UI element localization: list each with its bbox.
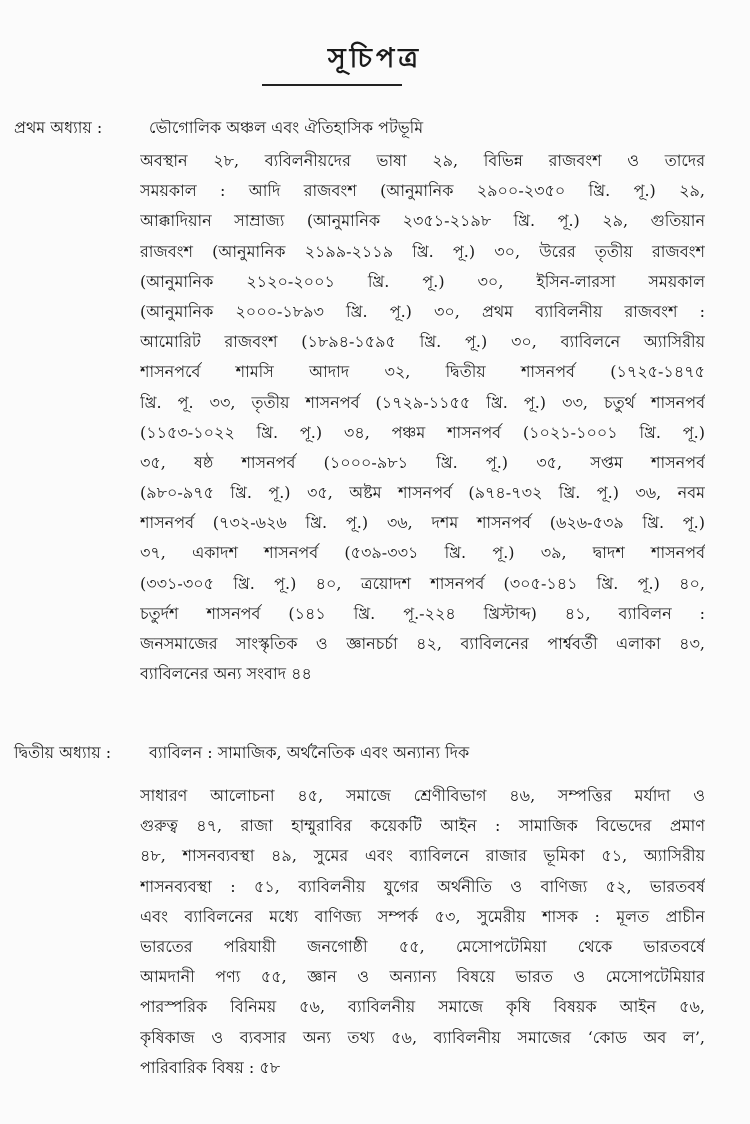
chapter-1-line: (১১৫৩-১০২২ খ্রি. পূ.) ৩৪, পঞ্চম শাসনপর্ব (১০২১-১০০১ খ্রি. পূ.) — [140, 422, 705, 442]
chapter-2-line: ভারতের পরিযায়ী জনগোষ্ঠী ৫৫, মেসোপটেমিয়া থেকে ভারতবর্ষে — [140, 936, 705, 956]
chapter-1-line: রাজবংশ (আনুমানিক ২১৯৯-২১১৯ খ্রি. পূ.) ৩০, উরের তৃতীয় রাজবংশ — [140, 241, 705, 261]
chapter-1-line: (আনুমানিক ২০০০-১৮৯৩ খ্রি. পূ.) ৩০, প্রথম ব্যাবিলনীয় রাজবংশ : — [140, 301, 705, 321]
chapter-1-line: ৩৭, একাদশ শাসনপর্ব (৫৩৯-৩৩১ খ্রি. পূ.) ৩৯, দ্বাদশ শাসনপর্ব — [140, 543, 705, 563]
chapter-2-line: পারস্পরিক বিনিময় ৫৬, ব্যাবিলনীয় সমাজে কৃষি বিষয়ক আইন ৫৬, — [140, 997, 705, 1017]
chapter-1-line: ব্যাবিলনের অন্য সংবাদ ৪৪ — [140, 664, 312, 684]
chapter-1-line: শাসনপর্বে শামসি আদাদ ৩২, দ্বিতীয় শাসনপর্ব (১৭২৫-১৪৭৫ — [140, 362, 705, 382]
chapter-2-line: আমদানী পণ্য ৫৫, জ্ঞান ও অন্যান্য বিষয়ে ভারত ও মেসোপটেমিয়ার — [140, 967, 705, 987]
chapter-2-line: গুরুত্ব ৪৭, রাজা হাম্মুরাবির কয়েকটি আইন : সামাজিক বিভেদের প্রমাণ — [140, 816, 705, 836]
chapter-2-line: পারিবারিক বিষয় : ৫৮ — [140, 1057, 281, 1077]
chapter-1-line: খ্রি. পূ. ৩৩, তৃতীয় শাসনপর্ব (১৭২৯-১১৫৫ খ্রি. পূ.) ৩৩, চতুর্থ শাসনপর্ব — [140, 392, 705, 412]
chapter-2-contents — [140, 781, 705, 1083]
chapter-1-line: শাসনপর্ব (৭৩২-৬২৬ খ্রি. পূ.) ৩৬, দশম শাসনপর্ব (৬২৬-৫৩৯ খ্রি. পূ.) — [140, 513, 705, 533]
chapter-1-contents — [140, 146, 705, 689]
chapter-2-line: শাসনব্যবস্থা : ৫১, ব্যাবিলনীয় যুগের অর্থনীতি ও বাণিজ্য ৫২, ভারতবর্ষ — [140, 876, 705, 896]
chapter-1-line: জনসমাজের সাংস্কৃতিক ও জ্ঞানচর্চা ৪২, ব্যাবিলনের পার্শ্ববর্তী এলাকা ৪৩, — [140, 634, 705, 653]
chapter-1-line: আমোরিট রাজবংশ (১৮৯৪-১৫৯৫ খ্রি. পূ.) ৩০, ব্যাবিলনে অ্যাসিরীয় — [140, 332, 705, 352]
title-underline — [262, 84, 402, 86]
chapter-1-line: ৩৫, ষষ্ঠ শাসনপর্ব (১০০০-৯৮১ খ্রি. পূ.) ৩৫, সপ্তম শাসনপর্ব — [140, 452, 705, 472]
chapter-1-line: অবস্থান ২৮, ব্যবিলনীয়দের ভাষা ২৯, বিভিন্ন রাজবংশ ও তাদের — [140, 151, 705, 170]
chapter-1-line: সময়কাল : আদি রাজবংশ (আনুমানিক ২৯০০-২৩৫০ খ্রি. পূ.) ২৯, — [140, 181, 705, 201]
chapter-2-line: ৪৮, শাসনব্যবস্থা ৪৯, সুমের এবং ব্যাবিলনে রাজার ভূমিকা ৫১, অ্যাসিরীয় — [140, 846, 705, 866]
chapter-1-line: (৯৮০-৯৭৫ খ্রি. পূ.) ৩৫, অষ্টম শাসনপর্ব (৯৭৪-৭৩২ খ্রি. পূ.) ৩৬, নবম — [140, 483, 705, 503]
chapter-1-line: (৩৩১-৩০৫ খ্রি. পূ.) ৪০, ত্রয়োদশ শাসনপর্ব (৩০৫-১৪১ খ্রি. পূ.) ৪০, — [140, 573, 705, 593]
chapter-1-title: ভৌগোলিক অঞ্চল এবং ঐতিহাসিক পটভূমি — [149, 118, 424, 137]
chapter-1-label: প্রথম অধ্যায় : — [14, 118, 103, 137]
chapter-2-line: সাধারণ আলোচনা ৪৫, সমাজে শ্রেণীবিভাগ ৪৬, সম্পত্তির মর্যাদা ও — [140, 786, 705, 805]
chapter-2-line: কৃষিকাজ ও ব্যবসার অন্য তথ্য ৫৬, ব্যাবিলনীয় সমাজের ‘কোড অব ল’, — [140, 1027, 705, 1047]
chapter-2-title: ব্যাবিলন : সামাজিক, অর্থনৈতিক এবং অন্যান্য দিক — [149, 743, 470, 762]
chapter-1-line: (আনুমানিক ২১২০-২০০১ খ্রি. পূ.) ৩০, ইসিন-লারসা সময়কাল — [140, 271, 705, 291]
chapter-2-label: দ্বিতীয় অধ্যায় : — [14, 743, 112, 762]
chapter-1-line: চতুর্দশ শাসনপর্ব (১৪১ খ্রি. পূ.-২২৪ খ্রিস্টাব্দ) ৪১, ব্যাবিলন : — [140, 603, 705, 623]
chapter-2-line: এবং ব্যাবিলনের মধ্যে বাণিজ্য সম্পর্ক ৫৩, সুমেরীয় শাসক : মূলত প্রাচীন — [140, 906, 705, 926]
chapter-1-line: আক্কাদিয়ান সাম্রাজ্য (আনুমানিক ২৩৫১-২১৯৮ খ্রি. পূ.) ২৯, গুতিয়ান — [140, 211, 705, 231]
page-title: সূচিপত্র — [327, 43, 423, 74]
